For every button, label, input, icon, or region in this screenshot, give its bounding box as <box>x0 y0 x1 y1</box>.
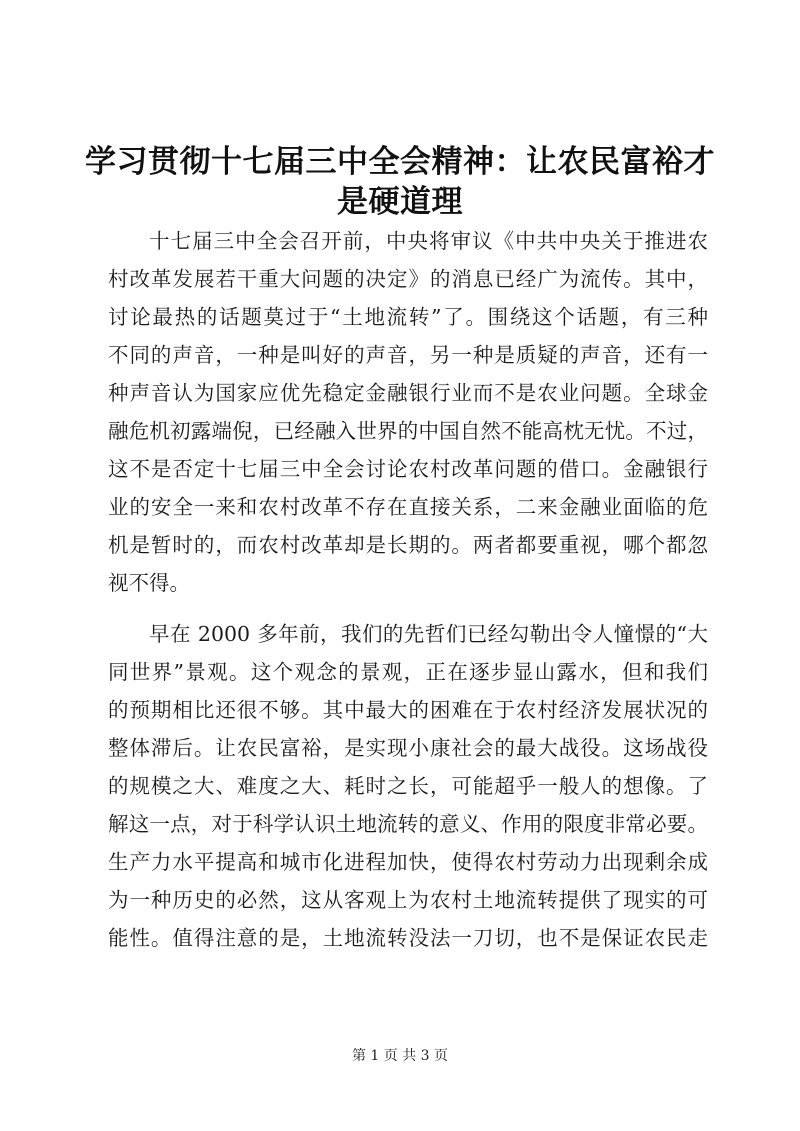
text-line: 的预期相比还很不够。其中最大的困难在于农村经济发展状况的 <box>108 698 708 722</box>
document-title <box>80 142 720 222</box>
document-body <box>108 222 708 957</box>
text-line: 这不是否定十七届三中全会讨论农村改革问题的借口。金融银行 <box>108 457 708 481</box>
title-line: 是硬道理 <box>337 184 463 220</box>
page-number-footer: 第 1 页 共 3 页 <box>351 1048 449 1064</box>
text-line: 融危机初露端倪，已经融入世界的中国自然不能高枕无忧。不过， <box>108 419 708 443</box>
text-line: 视不得。 <box>108 571 190 595</box>
text-line: 整体滞后。让农民富裕，是实现小康社会的最大战役。这场战役 <box>108 736 708 760</box>
text-line: 早在 2000 多年前，我们的先哲们已经勾勒出令人憧憬的“大 <box>149 622 708 646</box>
text-line: 能性。值得注意的是，土地流转没法一刀切，也不是保证农民走 <box>108 926 708 950</box>
text-line: 讨论最热的话题莫过于“土地流转”了。围绕这个话题，有三种 <box>108 305 708 329</box>
text-line: 不同的声音，一种是叫好的声音，另一种是质疑的声音，还有一 <box>108 343 708 367</box>
text-line: 为一种历史的必然，这从客观上为农村土地流转提供了现实的可 <box>108 888 708 912</box>
paragraph <box>108 222 708 602</box>
text-line: 同世界”景观。这个观念的景观，正在逐步显山露水，但和我们 <box>108 660 708 684</box>
text-line: 种声音认为国家应优先稳定金融银行业而不是农业问题。全球金 <box>108 381 708 405</box>
text-line: 十七届三中全会召开前，中央将审议《中共中央关于推进农 <box>149 229 708 253</box>
text-line: 的规模之大、难度之大、耗时之长，可能超乎一般人的想像。了 <box>108 774 708 798</box>
text-line: 生产力水平提高和城市化进程加快，使得农村劳动力出现剩余成 <box>108 850 708 874</box>
text-line: 业的安全一来和农村改革不存在直接关系，二来金融业面临的危 <box>108 495 708 519</box>
paragraph-spacer <box>108 602 708 615</box>
title-line: 学习贯彻十七届三中全会精神：让农民富裕才 <box>85 144 715 180</box>
paragraph <box>108 615 708 957</box>
text-line: 解这一点，对于科学认识土地流转的意义、作用的限度非常必要。 <box>108 812 708 836</box>
text-line: 村改革发展若干重大问题的决定》的消息已经广为流传。其中， <box>108 267 708 291</box>
text-line: 机是暂时的，而农村改革却是长期的。两者都要重视，哪个都忽 <box>108 533 708 557</box>
